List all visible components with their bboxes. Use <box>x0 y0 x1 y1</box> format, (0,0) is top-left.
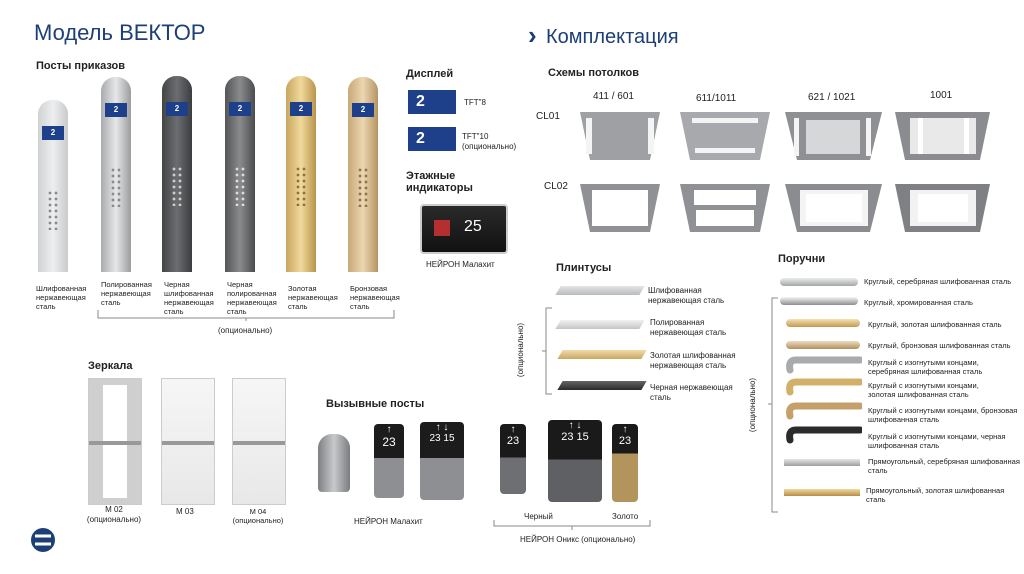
floor-display: 2 <box>105 103 127 117</box>
handrail-label-3: Круглый, золотая шлифованная сталь <box>868 320 1002 329</box>
page-title: Модель ВЕКТОР <box>34 20 206 45</box>
skirting-label-gold: Золотая шлифованная нержавеющая сталь <box>650 351 736 370</box>
post-label-black-polished: Черная полированная нержавеющая сталь <box>227 280 277 316</box>
skirting-optional-note: (опционально) <box>516 322 526 378</box>
button-grid <box>295 166 307 206</box>
skirting-sample-black <box>557 381 646 390</box>
call-posts-heading: Вызывные посты <box>326 398 425 410</box>
mirror-line <box>89 441 141 445</box>
optional-bracket <box>96 308 396 322</box>
call-post-onyx-black-1 <box>500 424 526 494</box>
post-panel-black-polished <box>225 76 255 272</box>
handrail-label-7: Круглый с изогнутыми концами, бронзовая шлифованная сталь <box>868 406 1018 424</box>
floor-display: 2 <box>42 126 64 140</box>
floor-indicators-heading: Этажные индикаторы <box>406 170 473 194</box>
handrail-sample-4 <box>786 341 860 349</box>
handrail-sample-10 <box>784 489 860 496</box>
ceiling-col-4: 1001 <box>930 90 953 101</box>
call-post-floor: 23 <box>382 435 396 449</box>
call-post-malachite-2 <box>420 422 464 500</box>
call-post-malachite-1 <box>374 424 404 498</box>
call-post-round <box>318 434 350 492</box>
floor-display: 2 <box>166 102 188 116</box>
skirting-sample-gold <box>557 350 646 359</box>
post-panel-polished <box>101 77 131 272</box>
ceiling-cl01-row <box>570 108 995 168</box>
handrail-label-4: Круглый, бронзовая шлифованная сталь <box>868 341 1011 350</box>
post-label-gold: Золотая нержавеющая сталь <box>288 284 338 311</box>
floor-indicator-caption: НЕЙРОН Малахит <box>426 260 495 269</box>
mirrors-heading: Зеркала <box>88 360 133 372</box>
post-label-brushed: Шлифованная нержавеющая сталь <box>36 284 87 311</box>
gold-label: Золото <box>612 512 639 521</box>
call-post-onyx-gold <box>612 424 638 502</box>
post-panel-bronze <box>348 77 378 272</box>
floor-display: 2 <box>352 103 374 117</box>
call-post-floor: 23 <box>429 433 441 444</box>
call-post-floors <box>420 433 464 444</box>
mirror-m03 <box>161 378 215 505</box>
arrow-up-down-icon: ↑ ↓ <box>435 422 449 433</box>
ceiling-row-cl01: CL01 <box>536 111 560 122</box>
malachite-caption: НЕЙРОН Малахит <box>354 517 423 526</box>
post-label-black-brushed: Черная шлифованная нержавеющая сталь <box>164 280 214 316</box>
chevron-right-icon: › <box>528 20 537 50</box>
call-post-floor-2: 15 <box>443 433 455 444</box>
post-label-polished: Полированная нержавеющая сталь <box>101 280 152 307</box>
mirror-line <box>233 441 285 445</box>
button-grid <box>171 166 183 206</box>
ceilings-heading: Схемы потолков <box>548 67 639 79</box>
call-post-floor: 23 <box>506 435 520 447</box>
floor-display: 2 <box>290 102 312 116</box>
post-panel-black-brushed <box>162 76 192 272</box>
button-grid <box>47 190 59 230</box>
handrail-label-10: Прямоугольный, золотая шлифованная сталь <box>866 486 1005 504</box>
ceiling-cl02-row <box>570 180 995 240</box>
mirror-m02 <box>88 378 142 505</box>
display-tft8 <box>408 90 456 114</box>
handrail-label-9: Прямоугольный, серебряная шлифованная сталь <box>868 457 1020 475</box>
arrow-up-icon: ↑ <box>386 424 392 435</box>
display-value: 2 <box>416 130 425 147</box>
skirting-label-black: Черная нержавеющая сталь <box>650 383 733 402</box>
section-title-komplektatsiya: Комплектация <box>546 26 679 48</box>
skirting-heading: Плинтусы <box>556 262 612 274</box>
call-post-floor: 23 <box>618 435 632 447</box>
mirror-label-m04: М 04 (опционально) <box>232 507 284 525</box>
post-panel-gold <box>286 76 316 272</box>
button-grid <box>357 167 369 207</box>
display-tft8-label: TFT"8 <box>464 98 486 107</box>
call-post-floor: 23 <box>561 431 574 443</box>
mirror-label-m03: М 03 <box>176 507 194 516</box>
call-post-floors <box>548 431 602 443</box>
arrow-up-icon: ↑ <box>622 424 628 435</box>
ceiling-col-3: 621 / 1021 <box>808 92 856 103</box>
handrail-label-2: Круглый, хромированная сталь <box>864 298 973 307</box>
handrail-label-1: Круглый, серебряная шлифованная сталь <box>864 277 1012 286</box>
handrail-sample-9 <box>784 459 860 466</box>
post-panel-brushed <box>38 100 68 272</box>
skirting-sample-polished <box>555 320 644 329</box>
post-label-bronze: Бронзовая нержавеющая сталь <box>350 284 400 311</box>
skirting-label-brushed: Шлифованная нержавеющая сталь <box>648 286 725 305</box>
handrails-bracket <box>768 296 780 514</box>
button-grid <box>110 167 122 207</box>
floor-indicator-value: 25 <box>464 218 482 235</box>
skirting-bracket <box>542 306 554 396</box>
posts-heading: Посты приказов <box>36 60 125 72</box>
handrail-samples-curved <box>780 354 862 450</box>
display-value: 2 <box>416 93 425 110</box>
mirror-line <box>162 441 214 445</box>
onyx-bracket <box>492 518 652 532</box>
ceiling-col-2: 611/1011 <box>696 93 737 104</box>
call-post-onyx-black-2 <box>548 420 602 502</box>
handrails-optional-note: (опционально) <box>748 377 758 433</box>
floor-indicator <box>420 204 508 254</box>
posts-optional-note: (опционально) <box>218 326 273 335</box>
handrail-label-6: Круглый с изогнутыми концами, золотая шлифованная сталь <box>868 381 979 399</box>
black-label: Черный <box>524 512 553 521</box>
mirror-label-m02: М 02 (опционально) <box>86 505 142 524</box>
floor-indicator-arrow <box>434 220 450 236</box>
skirting-label-polished: Полированная нержавеющая сталь <box>650 318 727 337</box>
floor-display: 2 <box>229 102 251 116</box>
mirror-m04 <box>232 378 286 505</box>
button-grid <box>234 166 246 206</box>
ceiling-col-1: 411 / 601 <box>593 91 634 102</box>
display-heading: Дисплей <box>406 68 454 80</box>
handrail-label-5: Круглый с изогнутыми концами, серебряная шлифованная сталь <box>868 358 983 376</box>
arrow-up-icon: ↑ <box>510 424 516 435</box>
company-logo <box>30 522 56 558</box>
ceiling-row-cl02: CL02 <box>544 181 568 192</box>
display-tft10 <box>408 127 456 151</box>
display-tft10-label: TFT"10 (опционально) <box>462 132 517 151</box>
handrail-sample-1 <box>780 278 858 286</box>
handrail-sample-3 <box>786 319 860 327</box>
onyx-caption: НЕЙРОН Оникс (опционально) <box>520 535 636 544</box>
handrails-heading: Поручни <box>778 253 826 265</box>
call-post-floor-2: 15 <box>576 431 589 443</box>
arrow-up-down-icon: ↑ ↓ <box>568 420 582 431</box>
handrail-sample-2 <box>780 297 858 305</box>
skirting-sample-brushed <box>555 286 644 295</box>
handrail-label-8: Круглый с изогнутыми концами, черная шлифованная сталь <box>868 432 1006 450</box>
